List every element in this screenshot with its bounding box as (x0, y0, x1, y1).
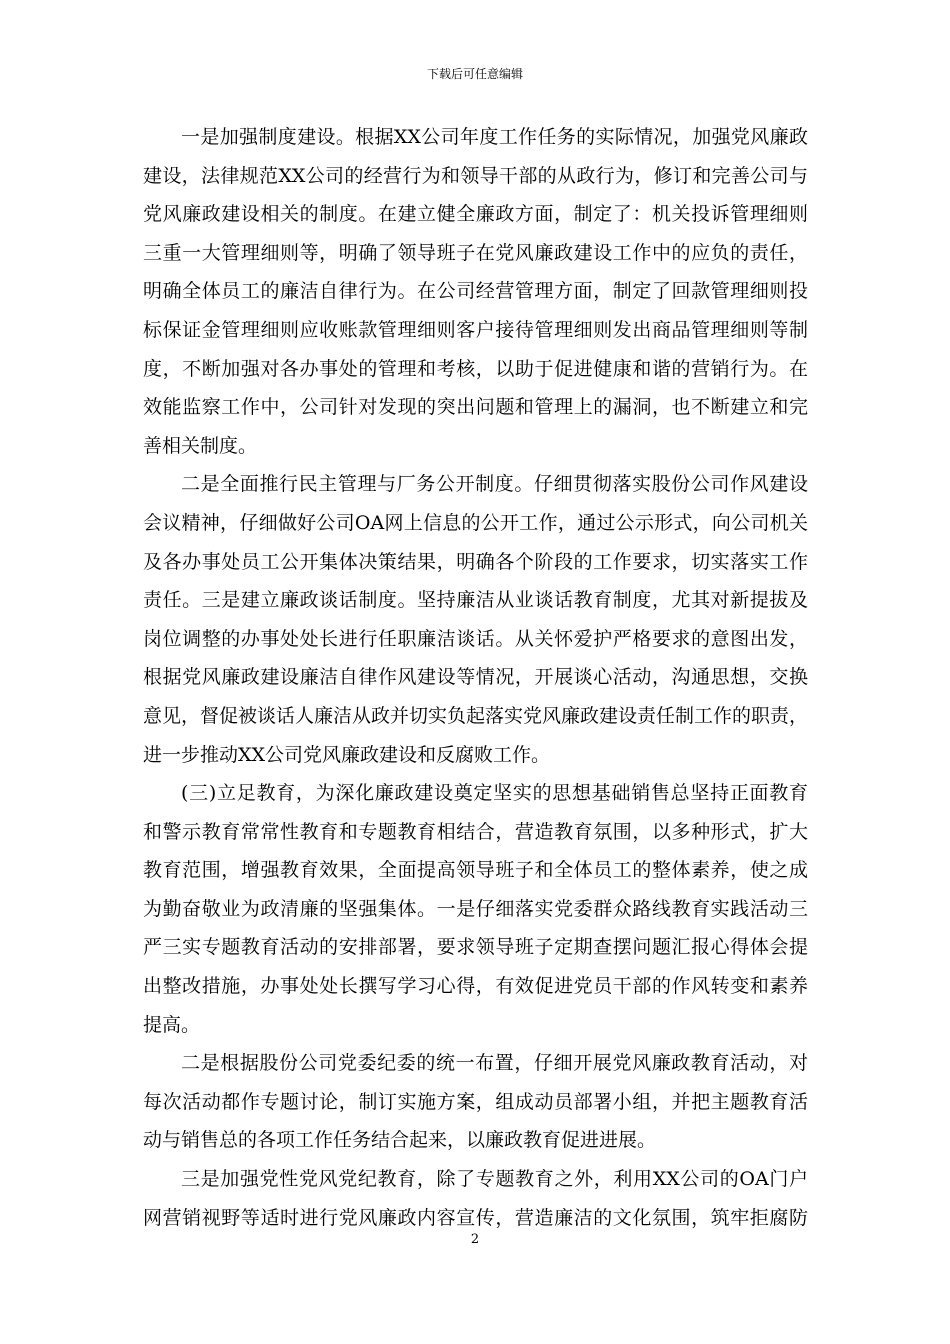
text-line: 二是全面推行民主管理与厂务公开制度。仔细贯彻落实股份公司作风建设 (181, 473, 808, 496)
text-line: 二是根据股份公司党委纪委的统一布置，仔细开展党风廉政教育活动，对 (181, 1052, 808, 1075)
text-line: 意见，督促被谈话人廉洁从政并切实负起落实党风廉政建设责任制工作的职责， (143, 704, 808, 727)
document-body (143, 118, 808, 1237)
text-line: 严三实专题教育活动的安排部署，要求领导班子定期查摆问题汇报心得体会提 (143, 936, 808, 959)
text-line: 网营销视野等适时进行党风廉政内容宣传，营造廉洁的文化氛围，筑牢拒腐防 (143, 1206, 808, 1229)
text-line: 标保证金管理细则应收账款管理细则客户接待管理细则发出商品管理细则等制 (143, 318, 808, 341)
text-line: 善相关制度。 (143, 434, 258, 457)
text-line: 岗位调整的办事处处长进行任职廉洁谈话。从关怀爱护严格要求的意图出发， (143, 627, 808, 650)
text-line: 度，不断加强对各办事处的管理和考核，以助于促进健康和谐的营销行为。在 (143, 357, 808, 380)
text-line: 教育范围，增强教育效果，全面提高领导班子和全体员工的整体素养，使之成 (143, 859, 808, 882)
text-line: (三)立足教育，为深化廉政建设奠定坚实的思想基础销售总坚持正面教育 (181, 782, 808, 805)
text-line: 动与销售总的各项工作任务结合起来，以廉政教育促进进展。 (143, 1129, 657, 1152)
text-line: 会议精神，仔细做好公司OA网上信息的公开工作，通过公示形式，向公司机关 (143, 511, 808, 534)
text-line: 为勤奋敬业为政清廉的坚强集体。一是仔细落实党委群众路线教育实践活动三 (143, 897, 808, 920)
page-header-note: 下载后可任意编辑 (426, 67, 523, 81)
text-line: 进一步推动XX公司党风廉政建设和反腐败工作。 (143, 743, 551, 766)
text-line: 效能监察工作中，公司针对发现的突出问题和管理上的漏洞，也不断建立和完 (143, 396, 808, 419)
text-line: 每次活动都作专题讨论，制订实施方案，组成动员部署小组，并把主题教育活 (143, 1090, 808, 1113)
text-line: 及各办事处员工公开集体决策结果，明确各个阶段的工作要求，切实落实工作 (143, 550, 808, 573)
text-line: 根据党风廉政建设廉洁自律作风建设等情况，开展谈心活动，沟通思想，交换 (143, 666, 808, 689)
text-line: 三重一大管理细则等，明确了领导班子在党风廉政建设工作中的应负的责任， (143, 241, 808, 264)
text-line: 一是加强制度建设。根据XX公司年度工作任务的实际情况，加强党风廉政 (181, 126, 808, 148)
text-line: 明确全体员工的廉洁自律行为。在公司经营管理方面，制定了回款管理细则投 (143, 280, 808, 303)
text-line: 提高。 (143, 1013, 201, 1036)
text-line: 和警示教育常常性教育和专题教育相结合，营造教育氛围，以多种形式，扩大 (143, 820, 808, 843)
text-line: 三是加强党性党风党纪教育，除了专题教育之外，利用XX公司的OA门户 (181, 1168, 808, 1191)
text-line: 建设，法律规范XX公司的经营行为和领导干部的从政行为，修订和完善公司与 (143, 164, 808, 187)
text-line: 出整改措施，办事处处长撰写学习心得，有效促进党员干部的作风转变和素养 (143, 975, 808, 998)
text-line: 责任。三是建立廉政谈话制度。坚持廉洁从业谈话教育制度，尤其对新提拔及 (143, 589, 808, 612)
text-line: 党风廉政建设相关的制度。在建立健全廉政方面，制定了：机关投诉管理细则 (143, 203, 808, 226)
page-number: 2 (470, 1232, 480, 1247)
